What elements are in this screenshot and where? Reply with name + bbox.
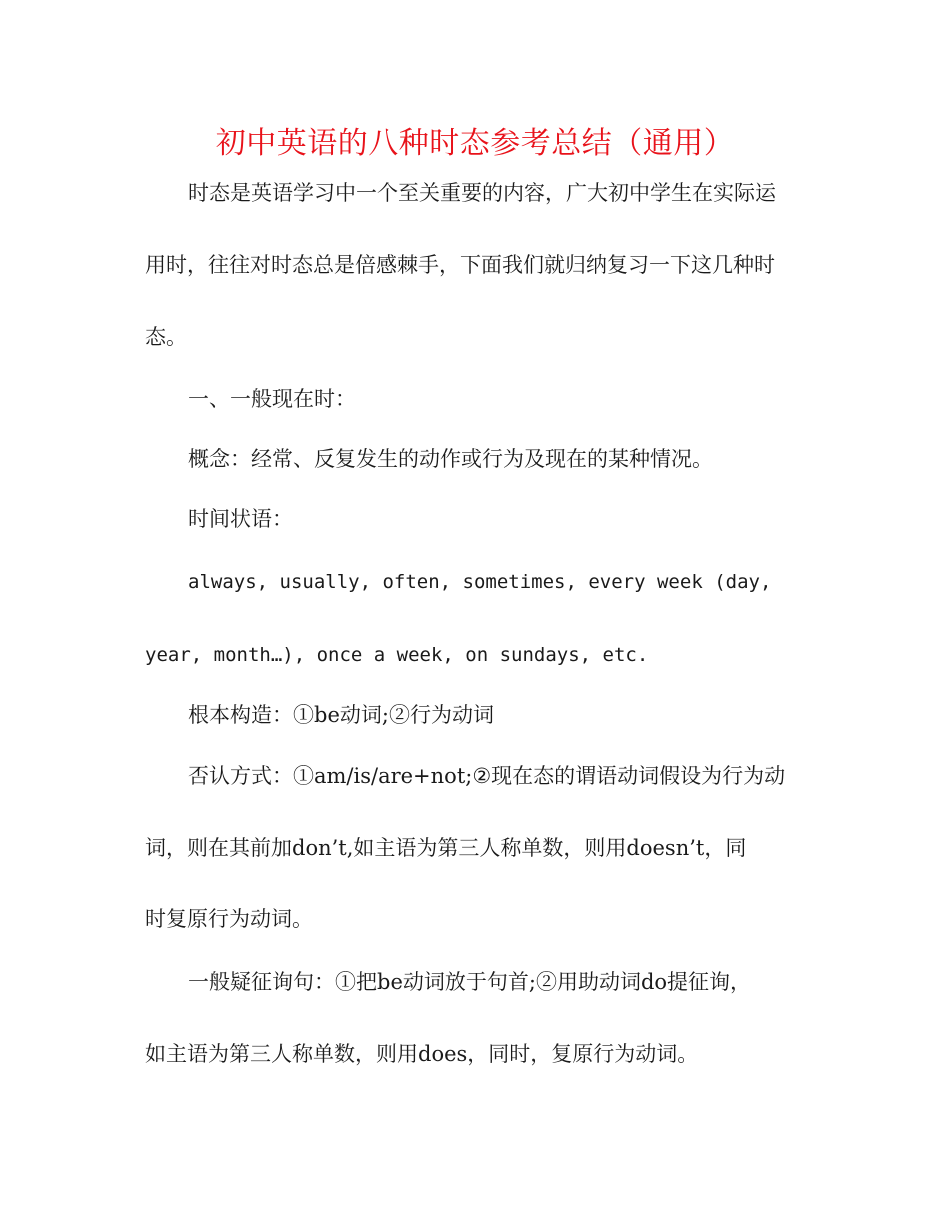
question-line-1: 一般疑征询句：①把be动词放于句首;②用助动词do提征询，	[188, 970, 752, 994]
concept-line: 概念：经常、反复发生的动作或行为及现在的某种情况。	[188, 447, 713, 471]
question-line-2: 如主语为第三人称单数，则用does，同时，复原行为动词。	[145, 1042, 699, 1066]
section-heading: 一、一般现在时：	[188, 387, 356, 411]
structure-line: 根本构造：①be动词;②行为动词	[188, 703, 494, 727]
negation-line-2: 词，则在其前加don’t,如主语为第三人称单数，则用doesn’t，同	[145, 836, 747, 860]
negation-line-1: 否认方式：①am/is/are+not;②现在态的谓语动词假设为行为动	[188, 764, 786, 788]
adverbials-label: 时间状语：	[188, 507, 293, 531]
intro-line-1: 时态是英语学习中一个至关重要的内容，广大初中学生在实际运	[188, 181, 776, 205]
intro-line-2: 用时，往往对时态总是倍感棘手，下面我们就归纳复习一下这几种时	[145, 253, 775, 277]
intro-line-3: 态。	[145, 325, 187, 349]
negation-line-3: 时复原行为动词。	[145, 907, 313, 931]
document-title: 初中英语的八种时态参考总结（通用）	[215, 126, 735, 161]
adverbials-line-2: year, month…), once a week, on sundays, etc.	[145, 644, 649, 666]
adverbials-line-1: always, usually, often, sometimes, every week (day,	[188, 571, 772, 593]
